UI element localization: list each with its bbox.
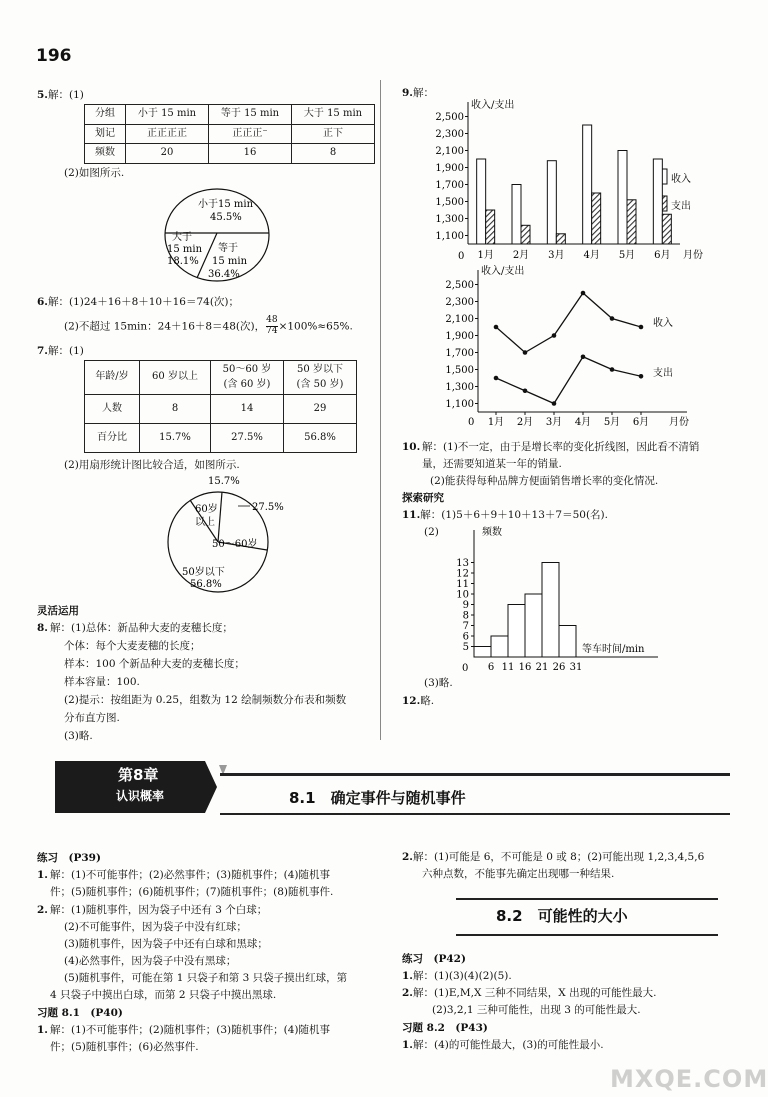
q5-part2: (2)如图所示. [64, 167, 125, 179]
table-cell: 百分比 [85, 424, 140, 453]
bar-expense [592, 193, 601, 244]
point-expense [523, 388, 528, 393]
table-header-cell: 60 岁以上 [140, 361, 211, 395]
histogram-x-tick-label: 6 [487, 662, 495, 673]
pie-q5-label: 大于 [172, 232, 192, 243]
br-p2-line: (2)3,2,1 三种可能性，出现 3 的可能性最大. [432, 1004, 641, 1016]
fraction-numerator: 48 [266, 315, 278, 325]
pie-chart-q7 [150, 472, 300, 597]
table-header-row [85, 361, 357, 395]
legend-income-label: 收入 [671, 174, 691, 185]
table-header-cell: 50～60 岁 (含 60 岁) [211, 361, 284, 395]
exercise-heading: 习题 8.1 (P40) [37, 1007, 123, 1019]
line-chart-x-tick-label: 5月 [603, 417, 621, 428]
bar-expense [486, 210, 495, 244]
br-p2-label: 2. [402, 987, 413, 999]
pie-q7-label: 以上 [195, 517, 215, 528]
point-income [552, 333, 557, 338]
q10-line: 解：(1)不一定，由于是增长率的变化折线图，因此看不清销 [422, 441, 700, 453]
q8-line: (2)提示：按组距为 0.25，组数为 12 绘制频数分布表和频数 [64, 694, 347, 706]
q8-line: 分布直方图. [64, 712, 120, 724]
chapter-subtitle: 认识概率 [116, 789, 165, 803]
bar-chart-ylabel: 收入/支出 [471, 100, 515, 111]
histogram-y-tick-label: 9 [462, 600, 469, 611]
br-e1-line: 解：(4)的可能性最大，(3)的可能性最小. [413, 1039, 604, 1051]
bar-income [583, 125, 592, 244]
bl-q2-line: (3)随机事件，因为袋子中还有白球和黑球； [64, 938, 268, 950]
histogram-wait-time [448, 522, 668, 677]
pie-q7-label: 27.5% [252, 502, 284, 513]
bar-expense [662, 214, 671, 244]
table-row [85, 395, 357, 424]
bar-chart-x-tick-label: 3月 [548, 250, 565, 261]
q7-line: 7.解：(1) [37, 345, 84, 357]
br-q2-line: 解：(1)可能是 6，不可能是 0 或 8；(2)可能出现 1,2,3,4,5,6 [413, 851, 705, 863]
bar-chart-y-tick-label: 2,500 [435, 112, 464, 123]
pie-q7-label: 56.8% [190, 579, 222, 590]
pie-q7-label: 15.7% [208, 476, 240, 487]
q8-line: 样本容量：100. [64, 676, 140, 688]
line-chart-y-tick-label: 2,500 [445, 280, 474, 291]
histogram-y-tick-label: 13 [456, 558, 469, 569]
line-chart-xlabel: 月份 [669, 417, 689, 428]
point-expense [639, 374, 644, 379]
line-chart-y-tick-label: 2,300 [445, 297, 474, 308]
line-chart-x-tick-label: 6月 [632, 417, 650, 428]
q9-line: 9.解： [402, 87, 434, 99]
table-cell: 8 [140, 395, 211, 424]
pie-chart-q5 [150, 185, 290, 285]
bar-chart-x-tick-label: 5月 [618, 250, 636, 261]
bl-q2-line: 4 只袋子中摸出白球，而第 2 只袋子中摸出黑球. [50, 989, 277, 1001]
br-q2-label: 2. [402, 851, 413, 863]
table-header-cell: 50 岁以下 (含 50 岁) [284, 361, 357, 395]
q8-line: 个体：每个大麦麦穗的长度； [64, 640, 201, 652]
q10-label: 10. [402, 441, 421, 453]
q11-line: 11.解：(1)5＋6＋9＋10＋13＋7＝50(名). [402, 509, 608, 521]
pie-q5-label: 等于 [218, 243, 238, 254]
line-income [496, 293, 641, 353]
q11-part2: (2) [424, 526, 439, 538]
bar-chart-income-expense [425, 96, 725, 264]
histogram-y-tick-label: 7 [462, 621, 469, 632]
bl-q1-line: 解：(1)不可能事件；(2)必然事件；(3)随机事件；(4)随机事 [50, 869, 330, 881]
br-practice-heading: 练习 (P42) [402, 953, 466, 965]
point-expense [610, 367, 615, 372]
line-chart-y-tick-label: 2,100 [445, 314, 474, 325]
table-cell: 人数 [85, 395, 140, 424]
table-row [85, 424, 357, 453]
legend-expense-label: 支出 [671, 201, 691, 212]
bar-chart-y-tick-label: 1,900 [435, 163, 464, 174]
bl-e1-line: 件；(5)随机事件；(6)必然事件. [50, 1041, 199, 1053]
bar-chart-y-tick-label: 1,500 [435, 197, 464, 208]
point-income [581, 291, 586, 296]
q10-line: 量，还需要知道某一年的销量. [422, 458, 562, 470]
histogram-ylabel: 频数 [482, 527, 502, 538]
bar-chart-origin: 0 [458, 251, 465, 262]
bar-income [618, 151, 627, 245]
q8-line: 解：(1)总体：新品种大麦的麦穗长度； [50, 622, 233, 634]
bl-q2-line: (4)必然事件，因为袋子中没有黑球； [64, 955, 237, 967]
table-cell: 29 [284, 395, 357, 424]
histogram-y-tick-label: 8 [462, 610, 469, 622]
point-income [639, 325, 644, 330]
bar-income [477, 159, 486, 244]
histogram-x-tick-label: 26 [552, 662, 566, 673]
table-cell: 划记 [85, 124, 126, 144]
line-chart-y-tick-label: 1,900 [445, 331, 474, 342]
pie-q5-label: 36.4% [208, 269, 240, 280]
point-income [523, 350, 528, 355]
q8-line: 样本：100 个新品种大麦的麦穗长度； [64, 658, 245, 670]
br-q2-line: 六种点数，不能事先确定出现哪一种结果. [422, 868, 615, 880]
pie-q5-label: 15 min [212, 256, 248, 267]
point-expense [494, 376, 499, 381]
practice-heading: 练习 (P39) [37, 852, 101, 864]
table-cell: 正下 [292, 124, 375, 144]
q5-line: 5.解：(1) [37, 89, 84, 101]
line-chart-y-tick-label: 1,700 [445, 348, 474, 359]
bar-expense [627, 200, 636, 244]
histogram-bar [542, 563, 559, 658]
q6-line2: (2)不超过 15min：24＋16＋8＝48(次)， $\frac{48}{74}$ ×100%≈65%. [64, 315, 353, 336]
q8-label: 8. [37, 622, 48, 634]
bar-expense [521, 225, 530, 244]
table-cell: 16 [209, 144, 292, 164]
histogram-y-tick-label: 6 [462, 631, 469, 643]
histogram-y-tick-label: 5 [462, 642, 469, 653]
bl-e1-label: 1. [37, 1024, 48, 1036]
line-chart-x-tick-label: 2月 [516, 417, 534, 428]
histogram-bar [508, 605, 525, 658]
table-q7 [84, 360, 357, 453]
table-header-cell: 等于 15 min [209, 105, 292, 125]
line-expense [496, 357, 641, 404]
table-cell: 8 [292, 144, 375, 164]
bl-q1-line: 件；(5)随机事件；(6)随机事件；(7)随机事件；(8)随机事件. [50, 886, 334, 898]
q8-line: (3)略. [64, 730, 93, 742]
line-income-label: 收入 [653, 318, 673, 329]
line-chart-x-tick-label: 1月 [487, 417, 505, 428]
line-chart-y-tick-label: 1,500 [445, 365, 474, 376]
chapter-title: 第8章 [118, 766, 159, 784]
br-exercise-heading: 习题 8.2 (P43) [402, 1022, 488, 1034]
line-chart-y-tick-label: 1,100 [445, 399, 474, 410]
bl-q2-line: (5)随机事件，可能在第 1 只袋子和第 3 只袋子摸出红球，第 [64, 972, 348, 984]
heading-flex: 灵活运用 [37, 605, 79, 617]
pie-q5-label: 15 min [167, 244, 203, 255]
histogram-bar [474, 647, 491, 658]
histogram-origin: 0 [462, 663, 469, 674]
table-cell: 15.7% [140, 424, 211, 453]
bar-chart-y-tick-label: 2,300 [435, 129, 464, 140]
histogram-bar [491, 636, 508, 657]
line-chart-x-tick-label: 3月 [545, 417, 563, 428]
heading-explore: 探索研究 [402, 492, 444, 504]
table-header-row [85, 105, 375, 125]
line-chart-y-tick-label: 1,300 [445, 382, 474, 393]
point-income [494, 325, 499, 330]
pie-q7-label: 50～60岁 [212, 539, 258, 550]
bar-chart-xlabel: 月份 [683, 250, 703, 261]
bar-income [653, 159, 662, 244]
section2-title: 8.2 可能性的大小 [496, 907, 628, 925]
table-q5 [84, 104, 375, 164]
br-e1-label: 1. [402, 1039, 413, 1051]
bl-q1-label: 1. [37, 869, 48, 881]
br-p1-line: 解：(1)(3)(4)(2)(5). [413, 970, 512, 982]
pie-q5-label: 45.5% [210, 212, 242, 223]
point-expense [581, 354, 586, 359]
table-cell: 14 [211, 395, 284, 424]
table-cell: 56.8% [284, 424, 357, 453]
br-p1-label: 1. [402, 970, 413, 982]
q10-line: (2)能获得每种品牌方便面销售增长率的变化情况. [430, 475, 659, 487]
pie-q5-label: 小于15 min [198, 199, 254, 210]
point-expense [552, 401, 557, 406]
watermark: MXQE.COM [610, 1065, 768, 1093]
line-chart-income-expense [425, 262, 725, 432]
histogram-x-tick-label: 16 [518, 662, 532, 673]
section-title: 8.1 确定事件与随机事件 [289, 789, 466, 807]
point-income [610, 316, 615, 321]
section2-rule-bottom [456, 934, 718, 936]
bl-q2-line: (2)不可能事件，因为袋子中没有红球； [64, 921, 247, 933]
table-cell: 20 [126, 144, 209, 164]
q6-line1: 6.解：(1)24＋16＋8＋10＋16＝74(次)； [37, 296, 240, 308]
column-divider [380, 80, 381, 740]
bl-q2-line: 解：(1)随机事件，因为袋子中还有 3 个白球； [50, 904, 268, 916]
table-header-cell: 小于 15 min [126, 105, 209, 125]
br-p2-line: 解：(1)E,M,X 三种不同结果，X 出现的可能性最大. [413, 987, 657, 999]
line-chart-x-tick-label: 4月 [574, 417, 592, 428]
table-cell: 频数 [85, 144, 126, 164]
page-number: 196 [36, 46, 72, 66]
bar-chart-x-tick-label: 1月 [477, 250, 494, 261]
table-header-cell: 分组 [85, 105, 126, 125]
fraction-denominator: 74 [266, 325, 278, 336]
pie-q7-divider-1 [218, 492, 222, 542]
q11-part3: (3)略. [424, 677, 453, 689]
bar-income [547, 161, 556, 244]
q7-part2: (2)用扇形统计图比较合适，如图所示. [64, 459, 240, 471]
pie-q7-label: 50岁以下 [182, 567, 225, 578]
histogram-xlabel: 等车时间/min [582, 644, 645, 655]
histogram-y-tick-label: 11 [456, 579, 469, 590]
bar-chart-y-tick-label: 1,100 [435, 231, 464, 242]
bar-chart-x-tick-label: 4月 [583, 250, 600, 261]
histogram-y-tick-label: 10 [456, 589, 469, 601]
bar-expense [556, 234, 565, 244]
section2-rule-top [456, 898, 718, 900]
bar-chart-y-tick-label: 1,700 [435, 180, 464, 191]
table-row [85, 144, 375, 164]
bl-e1-line: 解：(1)不可能事件；(2)随机事件；(3)随机事件；(4)随机事 [50, 1024, 330, 1036]
line-chart-origin: 0 [468, 417, 475, 428]
histogram-x-tick-label: 11 [501, 662, 515, 673]
line-chart-ylabel: 收入/支出 [481, 266, 525, 277]
q12-line: 12.略. [402, 695, 435, 707]
histogram-x-tick-label: 21 [535, 662, 549, 673]
bar-chart-x-tick-label: 2月 [512, 250, 530, 261]
table-header-cell: 大于 15 min [292, 105, 375, 125]
table-cell: 正正正正 [126, 124, 209, 144]
bar-income [512, 185, 521, 245]
bar-chart-y-tick-label: 2,100 [435, 146, 464, 157]
pie-q7-label: 60岁 [195, 504, 218, 515]
pie-q5-label: 18.1% [167, 256, 199, 267]
histogram-y-tick-label: 12 [456, 568, 469, 580]
table-header-cell: 年龄/岁 [85, 361, 140, 395]
bl-q2-label: 2. [37, 904, 48, 916]
table-cell: 27.5% [211, 424, 284, 453]
bar-chart-x-tick-label: 6月 [654, 250, 671, 261]
table-cell: 正正正⁻ [209, 124, 292, 144]
table-row [85, 124, 375, 144]
histogram-x-tick-label: 31 [569, 662, 583, 673]
histogram-bar [559, 626, 576, 658]
bar-chart-y-tick-label: 1,300 [435, 214, 464, 225]
line-expense-label: 支出 [653, 368, 673, 379]
histogram-bar [525, 594, 542, 657]
